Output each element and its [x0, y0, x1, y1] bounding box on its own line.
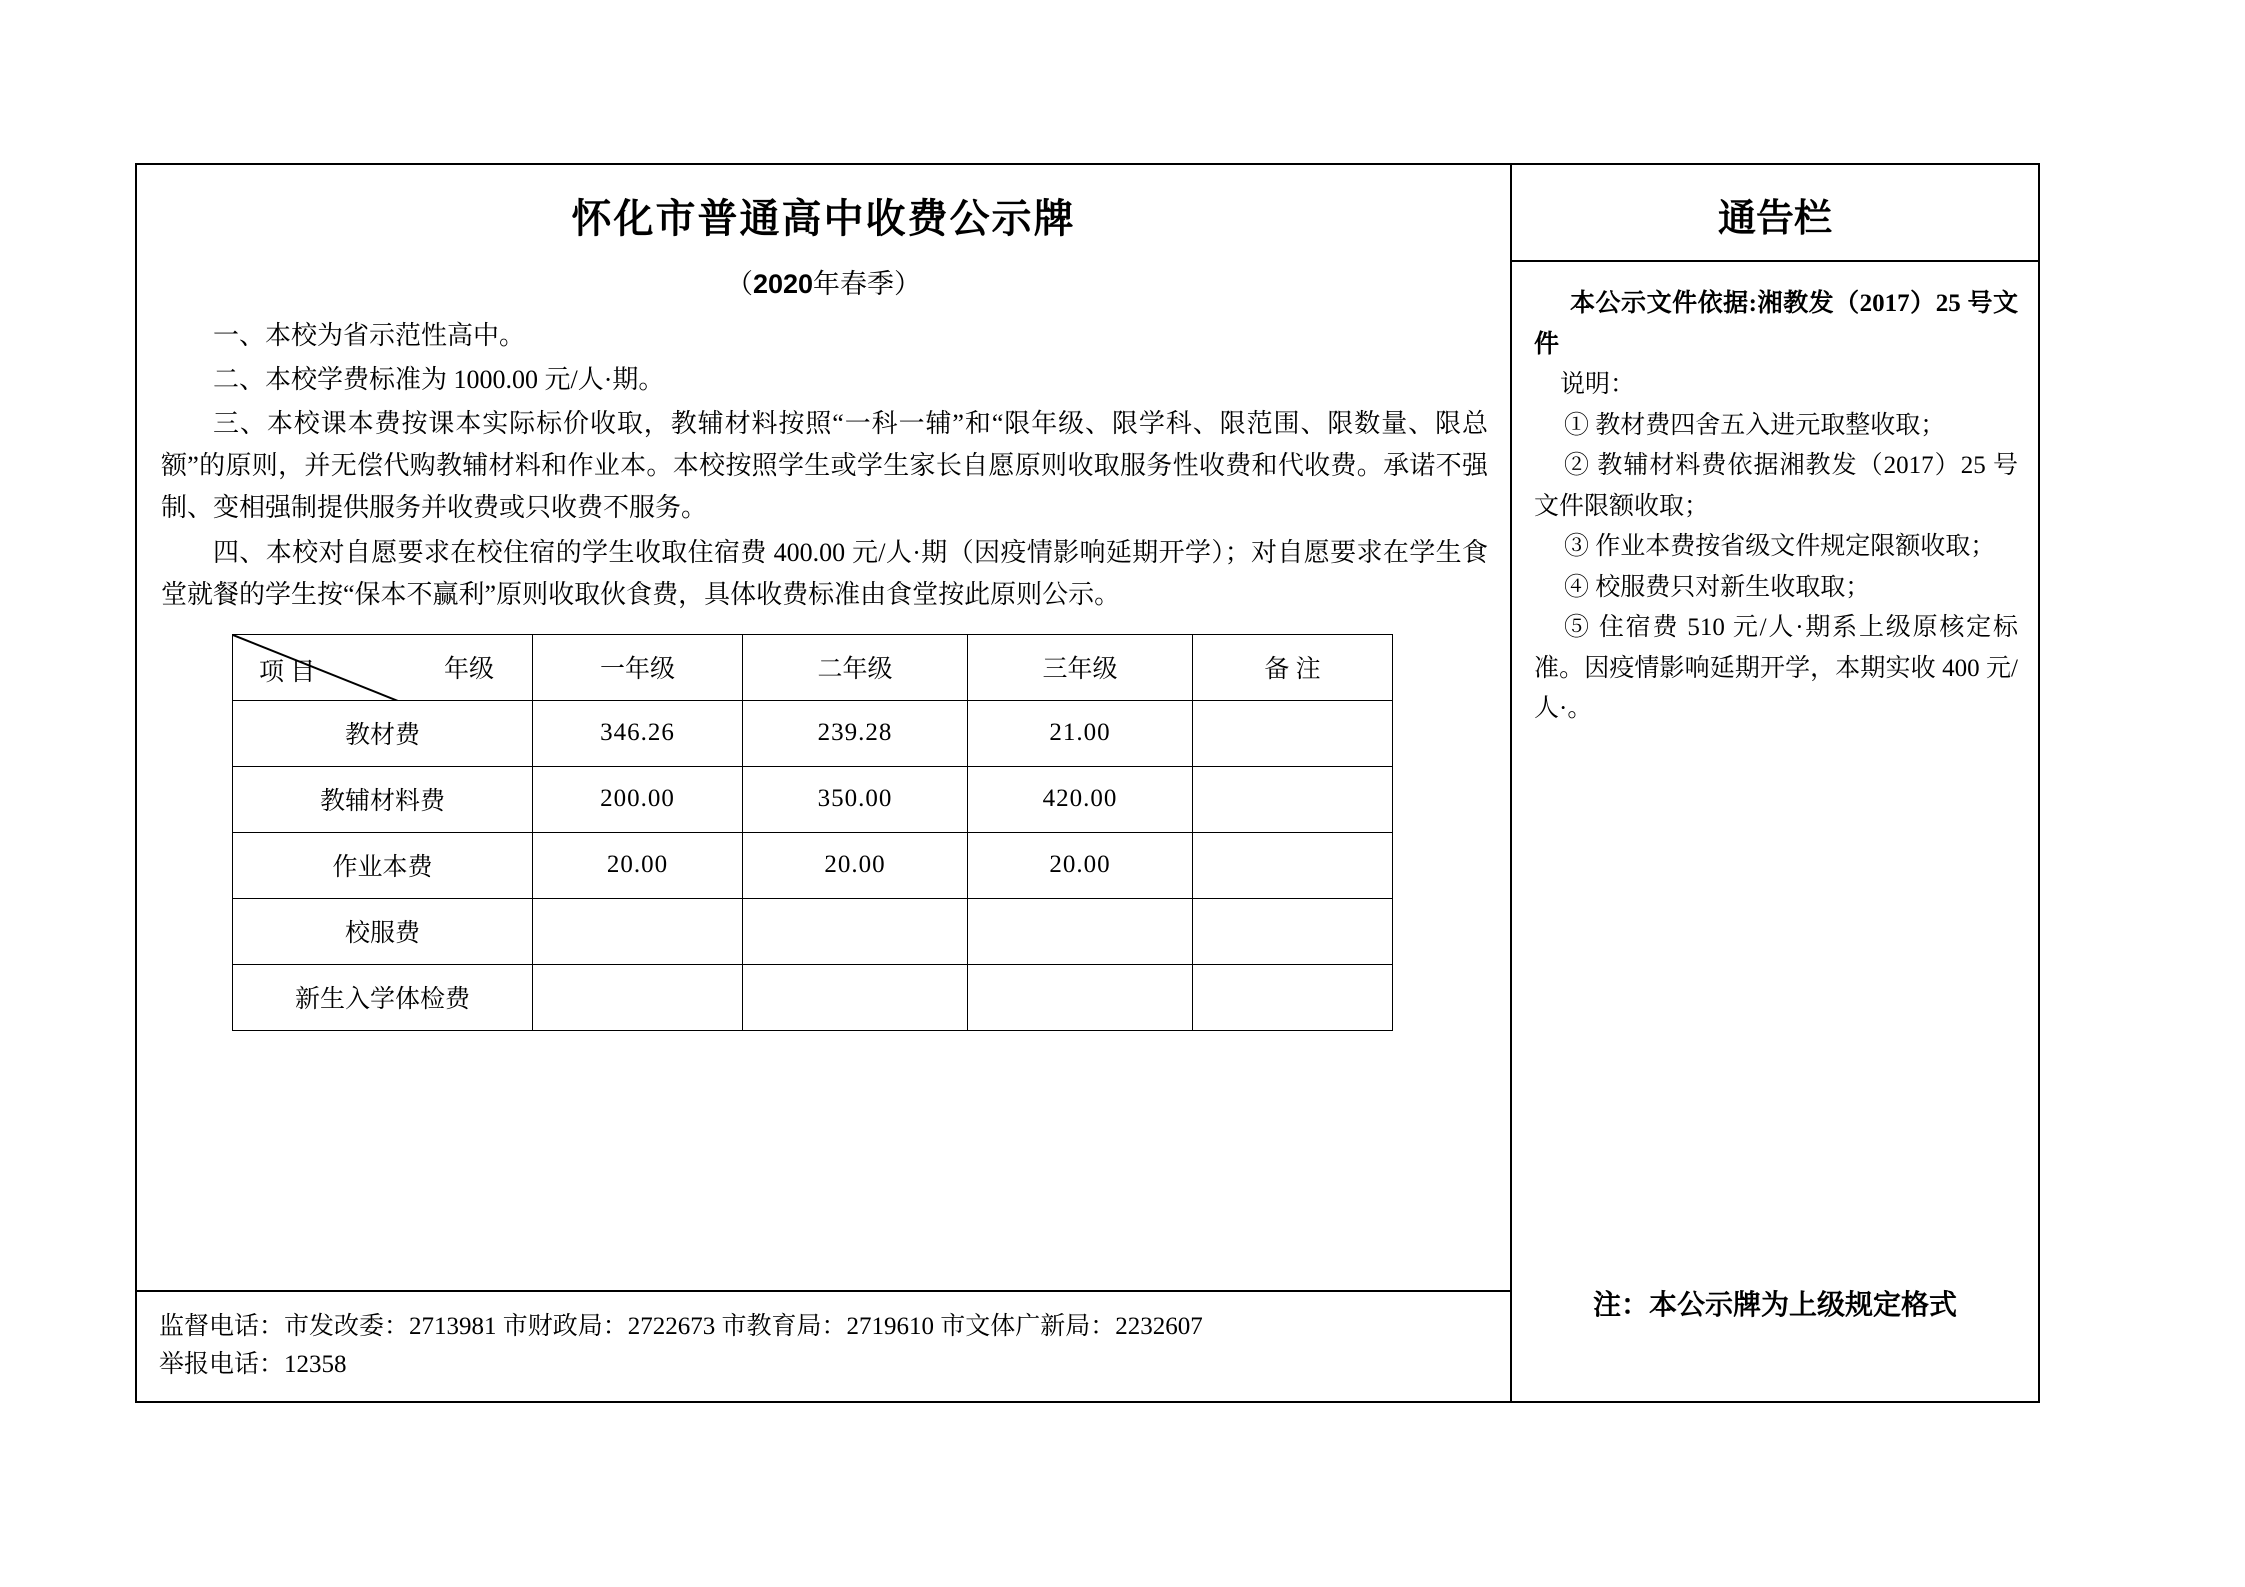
table-row: [233, 832, 1393, 898]
table-row: [233, 964, 1393, 1030]
cell-uniform-grade-2: [743, 898, 968, 964]
column-header-grade-2: 二年级: [743, 634, 968, 700]
cell-medical-remark: [1193, 964, 1393, 1030]
supervision-contacts: [137, 1290, 1510, 1401]
clause-1: 一、本校为省示范性高中。: [213, 321, 526, 350]
notice-item-5: ⑤ 住宿费 510 元/人·期系上级原核定标准。因疫情影响延期开学，本期实收 400 元/人·。: [1534, 614, 2018, 722]
notice-body: [1512, 262, 2038, 730]
cell-supplementary-remark: [1193, 766, 1393, 832]
table-row: [233, 700, 1393, 766]
subtitle-prefix: （: [725, 269, 753, 299]
cell-medical-grade-1: [533, 964, 743, 1030]
corner-grade-label: 年级: [443, 655, 494, 683]
cell-textbook-fee-grade-1: 346.26: [533, 700, 743, 766]
notice-item-3: ③ 作业本费按省级文件规定限额收取；: [1564, 533, 1996, 560]
notice-item-2: ② 教辅材料费依据湘教发（2017）25 号文件限额收取；: [1534, 452, 2018, 520]
cell-textbook-fee-grade-3: 21.00: [968, 700, 1193, 766]
fee-table: [232, 634, 1393, 1031]
page-title: 怀化市普通高中收费公示牌: [571, 197, 1076, 241]
notice-board: [135, 163, 2040, 1403]
cell-supplementary-grade-1: 200.00: [533, 766, 743, 832]
column-header-grade-3: 三年级: [968, 634, 1193, 700]
cell-medical-grade-2: [743, 964, 968, 1030]
column-header-remark: 备 注: [1193, 634, 1393, 700]
subtitle-suffix: 年春季）: [813, 269, 922, 299]
fee-disclosure-panel: [137, 165, 1512, 1401]
corner-item-label: 项 目: [259, 658, 316, 686]
disclosure-body: [137, 315, 1510, 618]
row-label-freshman-medical-exam-fee: 新生入学体检费: [233, 964, 533, 1030]
notice-item-4: ④ 校服费只对新生收取取；: [1564, 573, 1871, 601]
cell-supplementary-grade-2: 350.00: [743, 766, 968, 832]
fee-table-container: [137, 634, 1510, 1031]
row-label-textbook-fee: 教材费: [233, 700, 533, 766]
notice-item-1: ① 教材费四舍五入进元取整收取；: [1564, 411, 1946, 439]
notice-basis: [1534, 284, 2018, 365]
cell-uniform-grade-1: [533, 898, 743, 964]
cell-textbook-fee-grade-2: 239.28: [743, 700, 968, 766]
table-corner-cell: [233, 634, 533, 700]
cell-medical-grade-3: [968, 964, 1193, 1030]
cell-workbook-remark: [1193, 832, 1393, 898]
notice-title: 通告栏: [1512, 165, 2038, 262]
notice-format-note: 注：本公示牌为上级规定格式: [1592, 1289, 1957, 1320]
clause-3: 三、本校课本费按课本实际标价收取，教辅材料按照“一科一辅”和“限年级、限学科、限范围、限数量、限总额”的原则，并无偿代购教辅材料和作业本。本校按照学生或学生家长自愿原则收取服务性收费和代收费。承诺不强制、变相强制提供服务并收费或只收费不服务。: [161, 409, 1488, 523]
notice-basis-label: 本公示文件依据:: [1570, 290, 1758, 317]
notice-panel: [1512, 165, 2038, 1401]
table-row: [233, 898, 1393, 964]
supervision-phones: 监督电话：市发改委：2713981 市财政局：2722673 市教育局：2719610 市文体广新局：2232607: [159, 1313, 1203, 1340]
column-header-grade-1: 一年级: [533, 634, 743, 700]
clause-2: 二、本校学费标准为 1000.00 元/人·期。: [213, 365, 665, 395]
table-header-row: [233, 634, 1393, 700]
notice-explanation-label: 说明：: [1560, 371, 1636, 398]
cell-textbook-fee-remark: [1193, 700, 1393, 766]
cell-uniform-grade-3: [968, 898, 1193, 964]
report-phone: 举报电话：12358: [159, 1350, 347, 1378]
page-subtitle: [137, 262, 1510, 301]
clause-4: 四、本校对自愿要求在校住宿的学生收取住宿费 400.00 元/人·期（因疫情影响延期开学）；对自愿要求在学生食堂就餐的学生按“保本不赢利”原则收取伙食费，具体收费标准由食堂按此原则公示。: [161, 537, 1488, 609]
cell-uniform-remark: [1193, 898, 1393, 964]
notice-basis-value: 湘教发（2017）25 号文件: [1534, 290, 2018, 358]
row-label-supplementary-material-fee: 教辅材料费: [233, 766, 533, 832]
subtitle-year: 2020: [752, 269, 814, 299]
cell-workbook-grade-2: 20.00: [743, 832, 968, 898]
row-label-uniform-fee: 校服费: [233, 898, 533, 964]
cell-workbook-grade-1: 20.00: [533, 832, 743, 898]
cell-supplementary-grade-3: 420.00: [968, 766, 1193, 832]
table-row: [233, 766, 1393, 832]
row-label-workbook-fee: 作业本费: [233, 832, 533, 898]
cell-workbook-grade-3: 20.00: [968, 832, 1193, 898]
